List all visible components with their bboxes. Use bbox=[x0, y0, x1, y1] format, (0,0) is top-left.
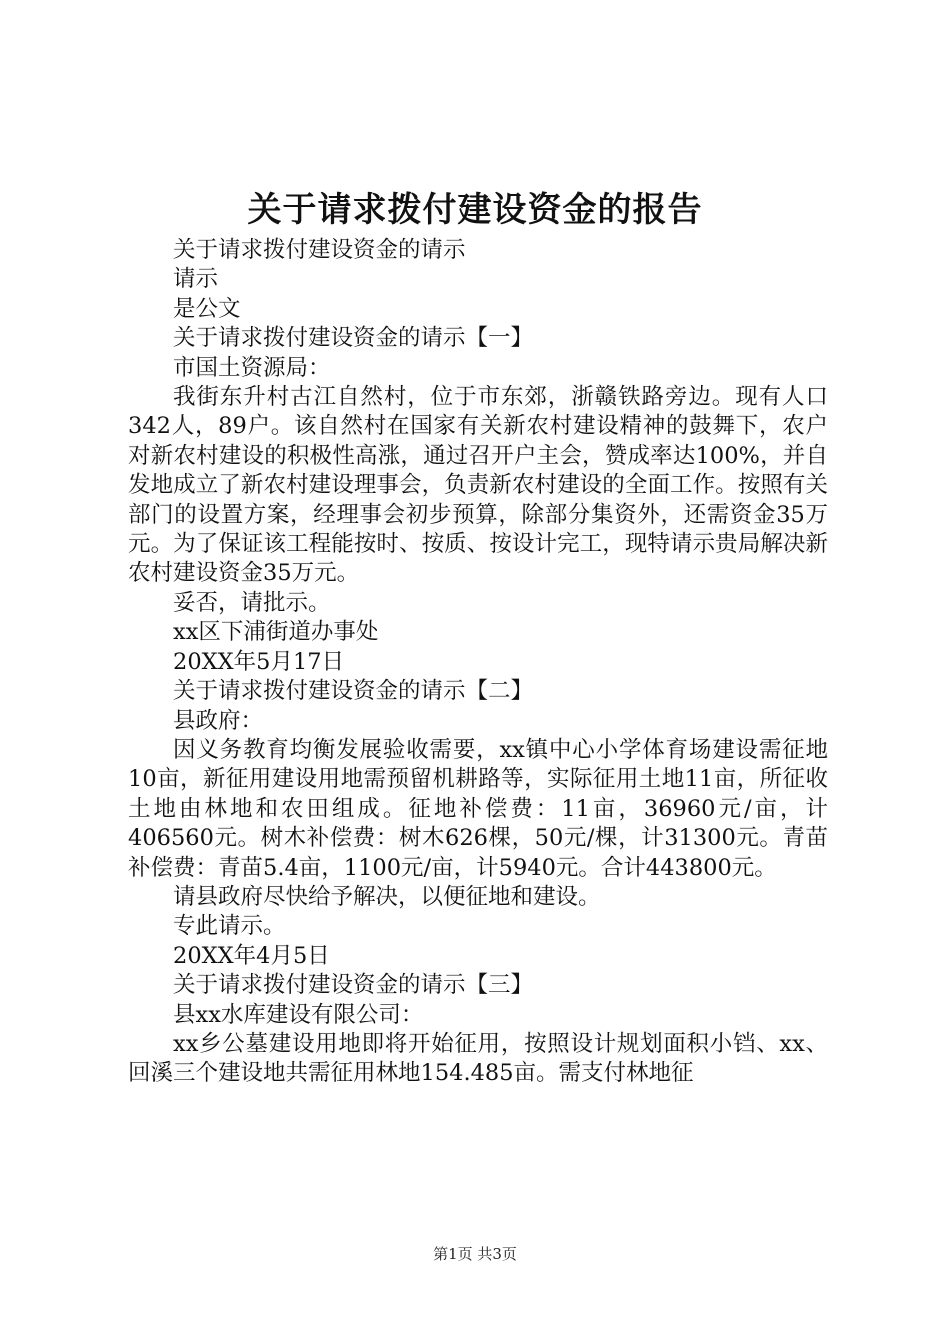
paragraph: 我街东升村古江自然村，位于市东郊，浙赣铁路旁边。现有人口342人，89户。该自然村在国家有关新农村建设精神的鼓舞下，农户对新农村建设的积极性高涨，通过召开户主会，赞成率达100%，并自发地成立了新农村建设理事会，负责新农村建设的全面工作。按照有关部门的设置方案，经理事会初步预算，除部分集资外，还需资金35万元。为了保证该工程能按时、按质、按设计完工，现特请示贵局解决新农村建设资金35万元。 bbox=[128, 384, 828, 587]
addressee: 市国土资源局： bbox=[173, 354, 331, 381]
addressee: 县政府： bbox=[173, 707, 264, 734]
date: 20XX年4月5日 bbox=[173, 942, 330, 969]
page-footer: 第1页 共3页 bbox=[433, 1245, 517, 1263]
paragraph-label: 是公文 bbox=[173, 295, 241, 322]
document-title: 关于请求拨付建设资金的报告 bbox=[247, 190, 703, 230]
signature: xx区下浦街道办事处 bbox=[173, 619, 379, 646]
paragraph-label: 请示 bbox=[173, 266, 219, 293]
paragraph: 因义务教育均衡发展验收需要，xx镇中心小学体育场建设需征地10亩，新征用建设用地需预留机耕路等，实际征用土地11亩，所征收土地由林地和农田组成。征地补偿费：11亩，36960元/亩，计406560元。树木补偿费：树木626棵，50元/棵，计31300元。青苗补偿费：青苗5.4亩，1100元/亩，计5940元。合计443800元。 bbox=[128, 736, 828, 881]
paragraph: xx乡公墓建设用地即将开始征用，按照设计规划面积小铛、xx、回溪三个建设地共需征用林地154.485亩。需支付林地征 bbox=[128, 1030, 828, 1087]
date: 20XX年5月17日 bbox=[173, 648, 345, 675]
section-heading-1: 关于请求拨付建设资金的请示【一】 bbox=[173, 325, 534, 352]
paragraph: 请县政府尽快给予解决，以便征地和建设。 bbox=[173, 883, 601, 910]
closing: 专此请示。 bbox=[173, 913, 286, 940]
section-heading-3: 关于请求拨付建设资金的请示【三】 bbox=[173, 972, 534, 999]
paragraph-heading: 关于请求拨付建设资金的请示 bbox=[173, 237, 466, 263]
closing: 妥否，请批示。 bbox=[173, 589, 331, 616]
addressee: 县xx水库建设有限公司： bbox=[173, 1001, 424, 1028]
document-body bbox=[128, 236, 828, 1089]
section-heading-2: 关于请求拨付建设资金的请示【二】 bbox=[173, 678, 534, 705]
